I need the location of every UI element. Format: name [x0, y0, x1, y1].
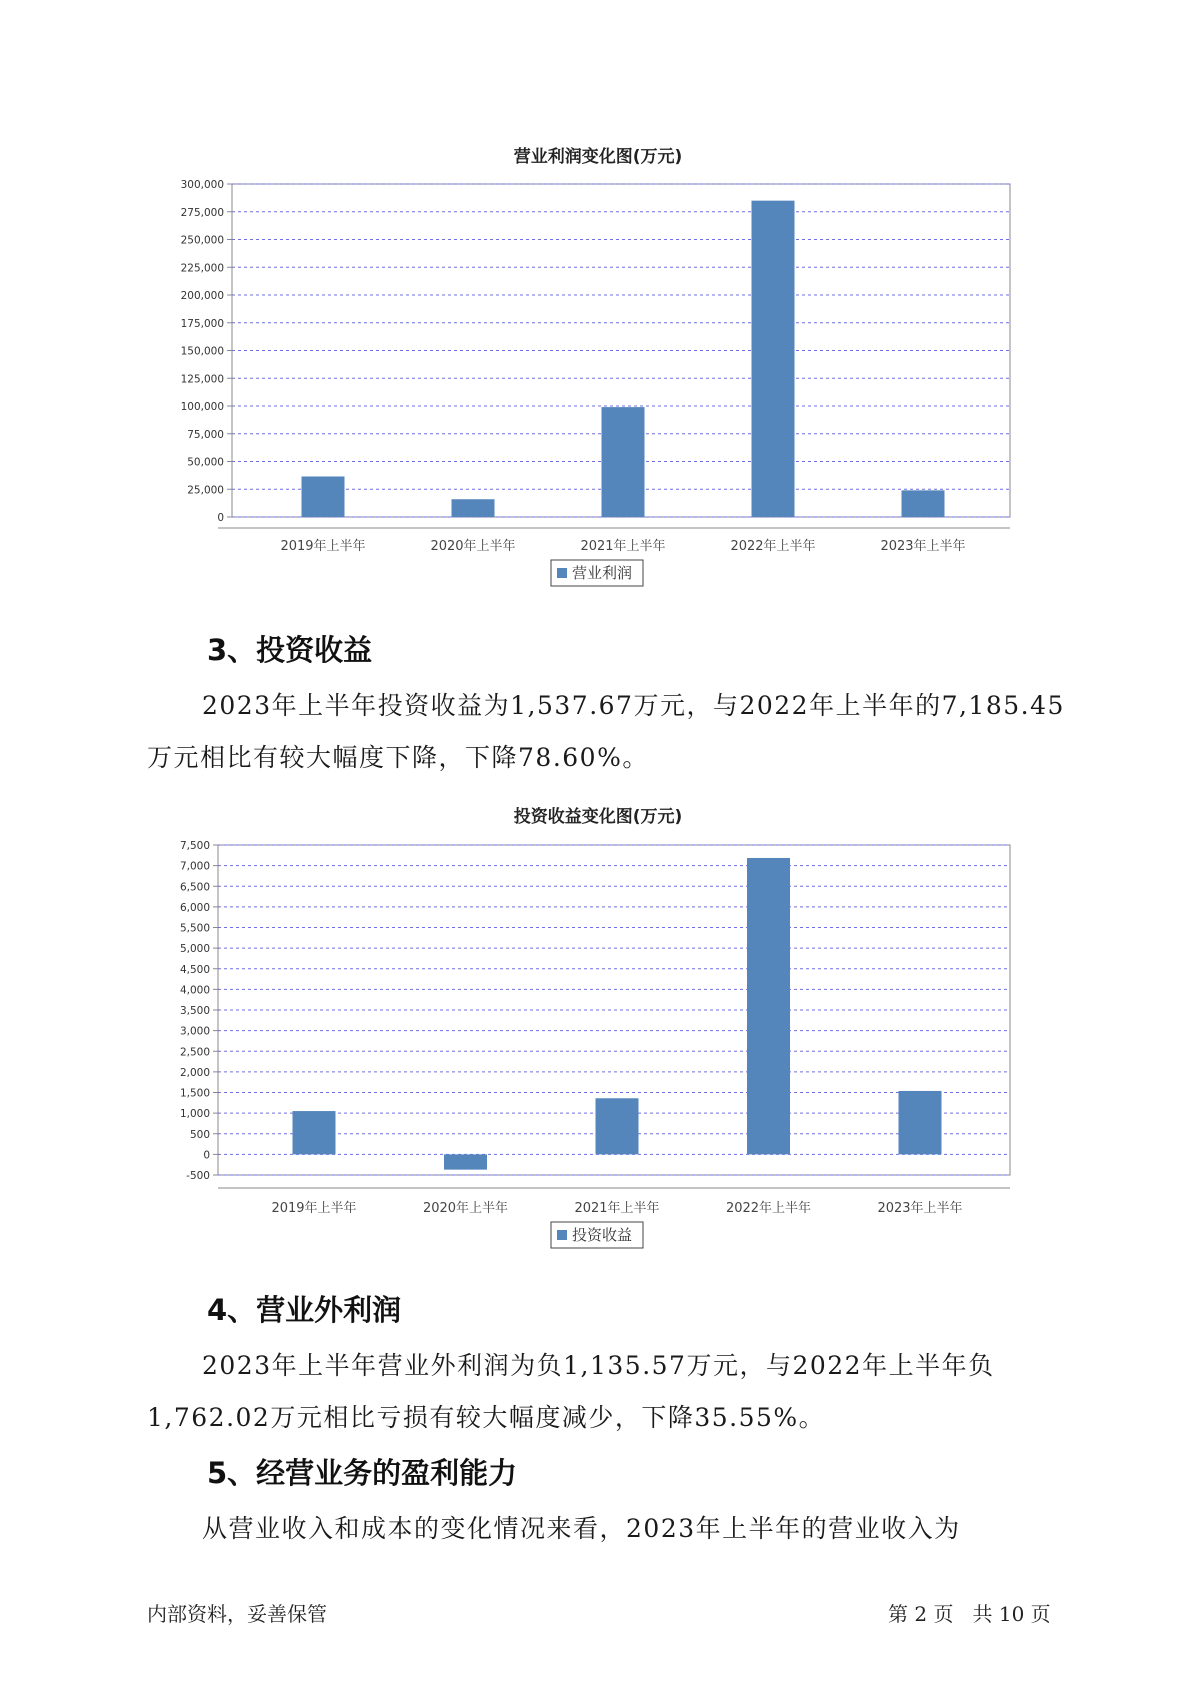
legend-label: 营业利润	[572, 564, 633, 582]
paragraph-line: 2023年上半年投资收益为1,537.67万元，与2022年上半年的7,185.45	[202, 691, 1065, 720]
y-tick-label: 4,500	[179, 963, 210, 976]
y-tick-label: 150,000	[180, 345, 224, 358]
x-tick-label: 2021年上半年	[580, 539, 666, 554]
legend	[551, 1222, 643, 1248]
x-tick-label: 2022年上半年	[725, 1201, 812, 1216]
y-tick-label: 175,000	[180, 317, 224, 330]
y-tick-label: 250,000	[180, 234, 224, 247]
bar	[747, 858, 790, 1154]
y-tick-label: 3,000	[179, 1025, 210, 1038]
x-tick-label: 2022年上半年	[730, 539, 816, 554]
x-tick-label: 2020年上半年	[422, 1201, 509, 1216]
y-tick-label: 1,000	[179, 1108, 210, 1121]
paragraph-non-operating-profit	[147, 1340, 1047, 1444]
paragraph-line: 1,762.02万元相比亏损有较大幅度减少，下降35.55%。	[147, 1403, 826, 1432]
paragraph-line: 万元相比有较大幅度下降，下降78.60%。	[147, 743, 649, 772]
paragraph-profitability	[147, 1503, 1047, 1555]
x-tick-label: 2023年上半年	[880, 539, 966, 554]
y-tick-label: 200,000	[180, 290, 224, 302]
y-tick-label: 4,000	[179, 984, 210, 997]
y-tick-label: 100,000	[180, 401, 224, 413]
x-tick-label: 2023年上半年	[877, 1201, 963, 1216]
y-tick-label: 1,500	[179, 1087, 210, 1100]
y-tick-label: 125,000	[180, 373, 224, 386]
y-tick-label: 25,000	[187, 484, 224, 497]
y-tick-label: 2,000	[179, 1066, 210, 1079]
y-tick-label: -500	[186, 1170, 210, 1182]
chart-title: 投资收益变化图(万元)	[513, 807, 683, 827]
section-heading-profitability: 5、经营业务的盈利能力	[207, 1456, 518, 1490]
y-tick-label: 0	[217, 512, 224, 524]
x-tick-label: 2019年上半年	[271, 1201, 357, 1216]
y-tick-label: 5,500	[179, 922, 210, 935]
bar	[444, 1154, 487, 1169]
y-tick-label: 2,500	[179, 1046, 210, 1059]
y-tick-label: 5,000	[179, 943, 210, 956]
y-tick-label: 300,000	[180, 179, 224, 191]
x-tick-label: 2019年上半年	[280, 539, 366, 554]
y-tick-label: 7,000	[179, 860, 210, 873]
y-tick-label: 6,500	[179, 881, 210, 894]
legend-swatch	[557, 1230, 567, 1240]
y-tick-label: 7,500	[179, 840, 210, 852]
page-number: 第 2 页 共 10 页	[888, 1602, 1051, 1626]
y-tick-label: 225,000	[180, 262, 224, 275]
y-axis-ticks	[180, 840, 218, 1182]
section-heading-non-operating-profit: 4、营业外利润	[207, 1293, 402, 1327]
bar	[596, 1098, 639, 1154]
x-tick-label: 2020年上半年	[430, 539, 516, 554]
bar	[293, 1111, 336, 1154]
y-tick-label: 0	[203, 1149, 210, 1162]
x-axis-ticks	[271, 1200, 962, 1216]
paragraph-line: 2023年上半年营业外利润为负1,135.57万元，与2022年上半年负	[202, 1351, 995, 1380]
section-heading-investment-income: 3、投资收益	[207, 633, 373, 667]
y-tick-label: 500	[189, 1128, 210, 1141]
bar	[899, 1091, 942, 1154]
y-tick-label: 3,500	[179, 1005, 210, 1017]
legend-label: 投资收益	[572, 1226, 633, 1244]
paragraph-line: 从营业收入和成本的变化情况来看，2023年上半年的营业收入为	[202, 1514, 961, 1543]
y-tick-label: 50,000	[187, 456, 224, 469]
y-tick-label: 6,000	[179, 901, 210, 914]
x-tick-label: 2021年上半年	[574, 1201, 660, 1216]
y-tick-label: 75,000	[187, 428, 224, 441]
footer-confidential-note: 内部资料，妥善保管	[147, 1602, 327, 1626]
y-tick-label: 275,000	[180, 206, 224, 219]
chart-title: 营业利润变化图(万元)	[513, 147, 683, 167]
